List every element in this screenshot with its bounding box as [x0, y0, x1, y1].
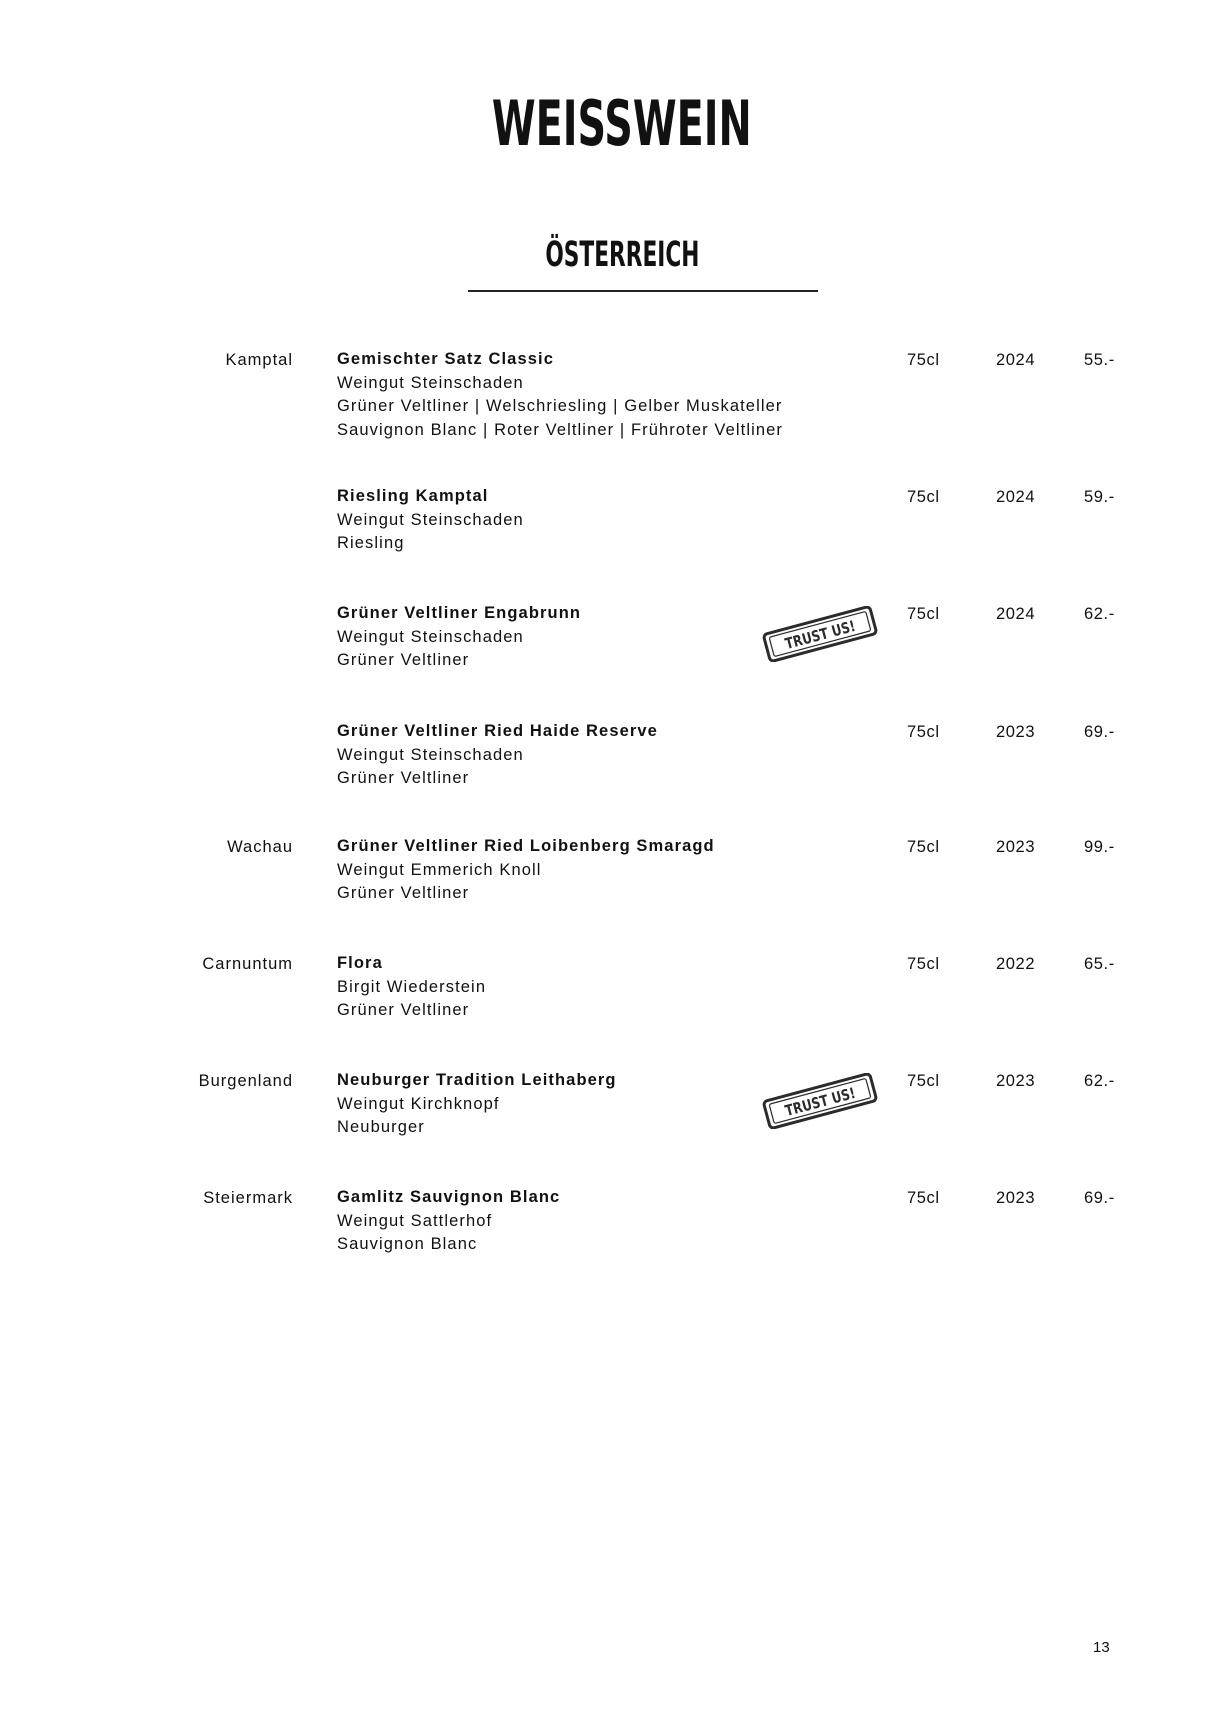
- wine-vintage: 2024: [996, 351, 1036, 369]
- page-number: 13: [1093, 1639, 1110, 1656]
- wine-price: 69.-: [1084, 723, 1115, 741]
- wine-entry: [0, 485, 1222, 575]
- wine-vintage: 2024: [996, 488, 1036, 506]
- wine-size: 75cl: [907, 605, 940, 623]
- wine-region: Kamptal: [225, 351, 293, 369]
- wine-price: 62.-: [1084, 605, 1115, 623]
- wine-entry: [0, 1186, 1222, 1276]
- wine-name: Gamlitz Sauvignon Blanc: [337, 1188, 561, 1206]
- wine-grapes: Grüner Veltliner: [337, 769, 470, 787]
- wine-size: 75cl: [907, 955, 940, 973]
- wine-details: [337, 485, 857, 556]
- wine-region: Burgenland: [198, 1072, 293, 1090]
- wine-price: 59.-: [1084, 488, 1115, 506]
- wine-producer: Weingut Steinschaden: [337, 510, 524, 529]
- svg-text:TRUST US!: TRUST US!: [783, 1084, 858, 1121]
- wine-grapes: Grüner Veltliner: [337, 884, 470, 902]
- section-divider: [468, 290, 818, 292]
- wine-name: Grüner Veltliner Engabrunn: [337, 604, 582, 622]
- wine-price: 62.-: [1084, 1072, 1115, 1090]
- wine-size: 75cl: [907, 488, 940, 506]
- wine-producer: Birgit Wiederstein: [337, 977, 487, 996]
- wine-grapes: Riesling: [337, 534, 405, 552]
- wine-producer: Weingut Kirchknopf: [337, 1094, 500, 1113]
- trust-us-stamp-icon: [760, 606, 880, 662]
- wine-name: Grüner Veltliner Ried Loibenberg Smaragd: [337, 837, 715, 855]
- wine-vintage: 2022: [996, 955, 1036, 973]
- wine-entry: [0, 602, 1222, 692]
- page-title: WEISSWEIN: [491, 87, 752, 160]
- section-title: ÖSTERREICH: [545, 235, 700, 275]
- wine-producer: Weingut Steinschaden: [337, 745, 524, 764]
- wine-vintage: 2023: [996, 1189, 1036, 1207]
- svg-text:TRUST US!: TRUST US!: [783, 617, 858, 654]
- wine-price: 65.-: [1084, 955, 1115, 973]
- wine-entry: [0, 720, 1222, 810]
- wine-region: Wachau: [227, 838, 293, 856]
- wine-grapes-continued: Sauvignon Blanc | Roter Veltliner | Frühroter Veltliner: [337, 420, 784, 439]
- wine-price: 69.-: [1084, 1189, 1115, 1207]
- wine-size: 75cl: [907, 723, 940, 741]
- wine-entry: [0, 952, 1222, 1042]
- wine-producer: Weingut Steinschaden: [337, 373, 524, 392]
- wine-details: [337, 952, 857, 1023]
- wine-vintage: 2023: [996, 838, 1036, 856]
- trust-us-stamp-icon: [760, 1073, 880, 1129]
- wine-entry: [0, 1069, 1222, 1159]
- wine-details: [337, 720, 857, 791]
- wine-entry: [0, 348, 1222, 438]
- wine-vintage: 2024: [996, 605, 1036, 623]
- wine-price: 99.-: [1084, 838, 1115, 856]
- wine-grapes: Grüner Veltliner | Welschriesling | Gelber Muskateller: [337, 397, 783, 415]
- wine-size: 75cl: [907, 1072, 940, 1090]
- wine-producer: Weingut Emmerich Knoll: [337, 860, 542, 879]
- wine-name: Grüner Veltliner Ried Haide Reserve: [337, 722, 658, 740]
- wine-vintage: 2023: [996, 723, 1036, 741]
- wine-size: 75cl: [907, 1189, 940, 1207]
- wine-details: [337, 348, 857, 442]
- wine-producer: Weingut Steinschaden: [337, 627, 524, 646]
- wine-vintage: 2023: [996, 1072, 1036, 1090]
- wine-details: [337, 835, 857, 906]
- wine-region: Carnuntum: [202, 955, 293, 973]
- wine-grapes: Grüner Veltliner: [337, 1001, 470, 1019]
- wine-region: Steiermark: [203, 1189, 293, 1207]
- wine-grapes: Grüner Veltliner: [337, 651, 470, 669]
- wine-name: Riesling Kamptal: [337, 487, 489, 505]
- wine-price: 55.-: [1084, 351, 1115, 369]
- wine-size: 75cl: [907, 351, 940, 369]
- wine-grapes: Sauvignon Blanc: [337, 1235, 478, 1253]
- wine-size: 75cl: [907, 838, 940, 856]
- wine-name: Gemischter Satz Classic: [337, 350, 554, 368]
- wine-details: [337, 1186, 857, 1257]
- wine-name: Flora: [337, 954, 383, 972]
- wine-entry: [0, 835, 1222, 925]
- wine-name: Neuburger Tradition Leithaberg: [337, 1071, 617, 1089]
- wine-grapes: Neuburger: [337, 1118, 425, 1136]
- wine-producer: Weingut Sattlerhof: [337, 1211, 493, 1230]
